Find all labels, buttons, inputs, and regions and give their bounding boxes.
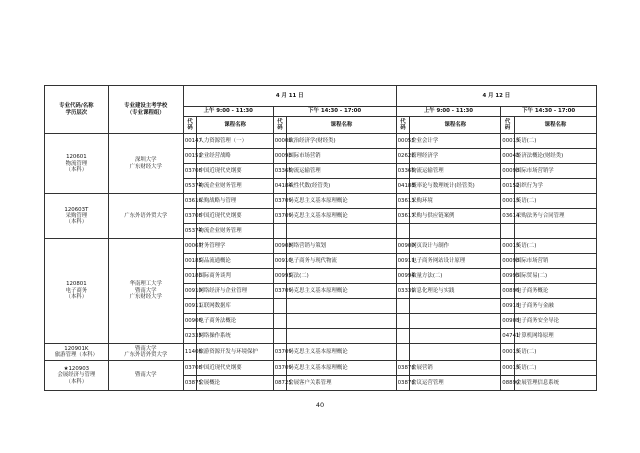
course-name-cell: 电子商务法概论 [197, 313, 273, 328]
header-day2: 4 月 12 日 [396, 86, 596, 107]
exam-schedule-table [44, 85, 597, 391]
course-name-cell: 英语(二) [514, 343, 596, 360]
course-code-cell: 03708 [183, 360, 197, 375]
course-code-cell [273, 328, 287, 343]
course-name-cell: 信息化理论与实践 [410, 283, 501, 298]
course-name-cell: 企业经营战略 [197, 149, 273, 164]
course-code-cell: 03878 [396, 360, 410, 375]
course-name-cell [410, 223, 501, 238]
course-code-cell: 00994 [396, 268, 410, 283]
course-name-cell: 采购环境 [410, 194, 501, 209]
school-cell: 暨南大学 [108, 360, 183, 390]
course-code-cell: 03709 [273, 209, 287, 224]
course-name-cell: 商法(二) [287, 268, 396, 283]
course-name-cell: 数量方法(二) [410, 268, 501, 283]
course-code-cell: 00009 [273, 134, 287, 149]
course-code-cell [273, 298, 287, 313]
course-name-cell: 中国近现代史纲要 [197, 360, 273, 375]
course-name-cell: 物流企业财务管理 [197, 179, 273, 194]
course-code-cell: 03875 [183, 375, 197, 390]
course-code-cell: 00186 [183, 268, 197, 283]
course-name-cell: 采购战略与管理 [197, 194, 273, 209]
course-code-cell: 05374 [183, 223, 197, 238]
major-cell: ★120903 会展经济与管理 （本科） [45, 360, 109, 390]
major-cell: 120601 物流管理 （本科） [45, 134, 109, 194]
course-code-cell: 00910 [183, 283, 197, 298]
course-code-cell: 00043 [501, 149, 515, 164]
course-name-cell: 商品流通概论 [197, 253, 273, 268]
course-name-cell [410, 298, 501, 313]
course-code-cell: 03709 [273, 194, 287, 209]
course-name-cell: 英语(二) [514, 194, 596, 209]
course-name-cell: 电子商务安全导论 [514, 313, 596, 328]
course-name-cell: 物流运输管理 [410, 164, 501, 179]
course-name-cell: 采购法务与合同管理 [514, 209, 596, 224]
course-code-cell: 00098 [273, 149, 287, 164]
course-code-cell [396, 223, 410, 238]
course-name-cell: 网络经济与企业管理 [197, 283, 273, 298]
course-code-cell [396, 328, 410, 343]
course-name-cell [287, 313, 396, 328]
course-code-cell: 00098 [501, 253, 515, 268]
course-name-cell [410, 343, 501, 360]
course-name-cell: 会展营销 [410, 360, 501, 375]
course-code-cell: 03708 [183, 209, 197, 224]
course-code-cell: 03365 [396, 164, 410, 179]
school-cell: 深圳大学 广东财经大学 [108, 134, 183, 194]
course-code-cell: 00015 [501, 194, 515, 209]
course-name-cell: 会展管理信息系统 [514, 375, 596, 390]
course-code-cell: 00995 [501, 268, 515, 283]
course-code-cell: 03614 [501, 209, 515, 224]
course-name-cell: 电子商务概论 [514, 283, 596, 298]
course-name-cell: 国际市场营销学 [514, 164, 596, 179]
course-name-cell [410, 313, 501, 328]
header-day2-am: 上午 9:00 - 11:30 [396, 106, 501, 116]
course-code-cell: 00995 [273, 268, 287, 283]
header-major: 专业代码/名称 学历层次 [45, 86, 109, 134]
course-code-cell: 08725 [273, 375, 287, 390]
course-code-cell: 00911 [183, 298, 197, 313]
major-cell: 120603T 采购管理 （本科） [45, 194, 109, 239]
course-name-cell: 计算机网络原理 [514, 328, 596, 343]
course-code-cell: 00903 [501, 313, 515, 328]
header-day1: 4 月 11 日 [183, 86, 396, 107]
course-code-cell: 03708 [183, 164, 197, 179]
major-cell: 120801 电子商务 （本科） [45, 238, 109, 343]
course-code-cell: 03878 [396, 375, 410, 390]
table-row [45, 360, 597, 375]
course-code-cell: 00152 [501, 179, 515, 194]
header-day1-am: 上午 9:00 - 11:30 [183, 106, 273, 116]
course-code-cell: 00910 [273, 253, 287, 268]
course-name-cell: 管理经济学 [410, 149, 501, 164]
course-code-cell: 05374 [183, 179, 197, 194]
course-name-cell: 马克思主义基本原理概论 [287, 343, 396, 360]
course-code-cell: 04741 [501, 328, 515, 343]
header-code: 代码 [273, 116, 287, 133]
course-code-cell: 03709 [273, 283, 287, 298]
course-code-cell: 00151 [183, 149, 197, 164]
course-name-cell: 电子商务与金融 [514, 298, 596, 313]
course-code-cell: 00055 [396, 134, 410, 149]
table-row [45, 238, 597, 253]
course-code-cell: 02335 [183, 328, 197, 343]
course-name-cell: 互联网数据库 [197, 298, 273, 313]
course-name-cell: 会展客户关系管理 [287, 375, 396, 390]
course-code-cell: 04184 [273, 179, 287, 194]
course-code-cell: 00015 [501, 238, 515, 253]
course-code-cell [501, 223, 515, 238]
course-code-cell [396, 343, 410, 360]
course-code-cell: 00147 [183, 134, 197, 149]
course-code-cell: 03613 [396, 194, 410, 209]
course-name-cell: 马克思主义基本原理概论 [287, 209, 396, 224]
course-name-cell: 组织行为学 [514, 179, 596, 194]
header-course: 课程名称 [287, 116, 396, 133]
course-code-cell: 00015 [501, 343, 515, 360]
header-day1-pm: 下午 14:30 - 17:00 [273, 106, 396, 116]
course-code-cell: 03617 [396, 209, 410, 224]
course-name-cell: 会议运营管理 [410, 375, 501, 390]
course-name-cell: 采购与供应链案例 [410, 209, 501, 224]
course-code-cell: 00067 [183, 238, 197, 253]
course-code-cell: 08890 [501, 375, 515, 390]
header-course: 课程名称 [514, 116, 596, 133]
course-name-cell: 企业会计学 [410, 134, 501, 149]
header-school: 专业建设主考学校 （专业课程组） [108, 86, 183, 134]
course-name-cell: 网页设计与制作 [410, 238, 501, 253]
header-course: 课程名称 [410, 116, 501, 133]
course-code-cell: 00896 [501, 283, 515, 298]
course-name-cell: 人力资源管理（一） [197, 134, 273, 149]
table-row [45, 343, 597, 360]
course-code-cell: 00185 [183, 253, 197, 268]
course-name-cell: 物流企业财务管理 [197, 223, 273, 238]
course-name-cell: 网络操作系统 [197, 328, 273, 343]
course-name-cell: 经济法概论(财经类) [514, 149, 596, 164]
course-name-cell: 国际商务谈判 [197, 268, 273, 283]
course-name-cell: 线性代数(经管类) [287, 179, 396, 194]
course-name-cell [410, 328, 501, 343]
course-name-cell [287, 223, 396, 238]
course-name-cell: 国际市场营销 [287, 149, 396, 164]
course-code-cell: 00015 [501, 134, 515, 149]
school-cell: 广东外语外贸大学 [108, 194, 183, 239]
course-code-cell: 02628 [396, 149, 410, 164]
course-code-cell: 00900 [396, 238, 410, 253]
course-name-cell: 中国近现代史纲要 [197, 209, 273, 224]
page-number: 40 [315, 401, 325, 409]
course-name-cell: 会展概论 [197, 375, 273, 390]
course-code-cell: 00906 [183, 313, 197, 328]
course-code-cell: 03365 [273, 164, 287, 179]
course-name-cell: 英语(二) [514, 238, 596, 253]
course-name-cell [514, 223, 596, 238]
course-name-cell: 概率论与数理统计(经管类) [410, 179, 501, 194]
course-name-cell: 马克思主义基本原理概论 [287, 194, 396, 209]
course-code-cell: 03616 [183, 194, 197, 209]
course-code-cell [396, 298, 410, 313]
course-code-cell: 00911 [396, 253, 410, 268]
header-code: 代码 [396, 116, 410, 133]
course-name-cell: 旅游资源开发与环境保护 [197, 343, 273, 360]
course-code-cell: 00098 [501, 164, 515, 179]
course-name-cell: 财务管理学 [197, 238, 273, 253]
header-code: 代码 [183, 116, 197, 133]
course-code-cell: 00913 [501, 298, 515, 313]
course-code-cell [273, 223, 287, 238]
course-name-cell: 物流运输管理 [287, 164, 396, 179]
major-cell: 120901K 旅游管理（本科） [45, 343, 109, 360]
course-code-cell [396, 313, 410, 328]
course-name-cell: 电子商务网站设计原理 [410, 253, 501, 268]
course-name-cell: 政治经济学(财经类) [287, 134, 396, 149]
header-course: 课程名称 [197, 116, 273, 133]
course-name-cell: 英语(二) [514, 134, 596, 149]
course-code-cell: 11406 [183, 343, 197, 360]
header-day2-pm: 下午 14:30 - 17:00 [501, 106, 597, 116]
course-name-cell [287, 328, 396, 343]
course-name-cell: 中国近现代史纲要 [197, 164, 273, 179]
course-code-cell: 00015 [501, 360, 515, 375]
course-name-cell: 马克思主义基本原理概论 [287, 283, 396, 298]
course-code-cell: 04183 [396, 179, 410, 194]
course-code-cell: 03339 [396, 283, 410, 298]
course-name-cell: 国际市场营销 [514, 253, 596, 268]
course-code-cell: 03709 [273, 360, 287, 375]
table-row [45, 134, 597, 149]
course-name-cell: 英语(二) [514, 360, 596, 375]
school-cell: 华南理工大学 暨南大学 广东财经大学 [108, 238, 183, 343]
course-code-cell: 03709 [273, 343, 287, 360]
school-cell: 暨南大学 广东外语外贸大学 [108, 343, 183, 360]
table-row [45, 194, 597, 209]
course-name-cell [287, 298, 396, 313]
header-code: 代码 [501, 116, 515, 133]
course-code-cell: 00908 [273, 238, 287, 253]
course-name-cell: 国际贸易(二) [514, 268, 596, 283]
course-name-cell: 网络营销与策划 [287, 238, 396, 253]
course-name-cell: 电子商务与现代物流 [287, 253, 396, 268]
course-code-cell [273, 313, 287, 328]
course-name-cell: 马克思主义基本原理概论 [287, 360, 396, 375]
